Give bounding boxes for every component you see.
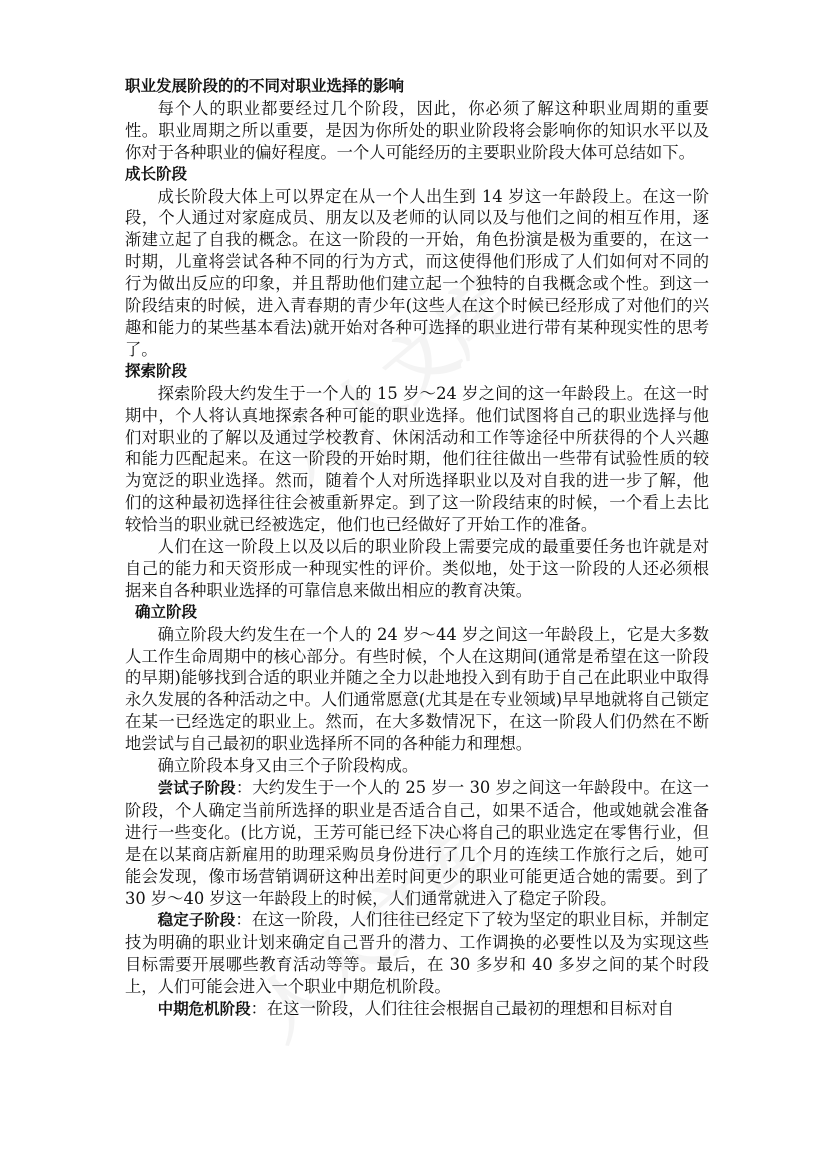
document-body bbox=[125, 76, 709, 1021]
explore-paragraph-2: 人们在这一阶段上以及以后的职业阶段上需要完成的最重要任务也许就是对自己的能力和天资形成一种现实性的评价。类似地，处于这一阶段的人还必须根据来自各种职业选择的可靠信息来做出相应的教育决策。 bbox=[125, 537, 709, 600]
stable-substage-paragraph bbox=[125, 909, 709, 998]
explore-paragraph-1: 探索阶段大约发生于一个人的 15 岁～24 岁之间的这一年龄段上。在这一时期中，个人将认真地探索各种可能的职业选择。他们试图将自己的职业选择与他们对职业的了解以及通过学校教育、休闲活动和工作等途径中所获得的个人兴趣和能力匹配起来。在这一阶段的开始时期，他们往往做出一些带有试验性质的较为宽泛的职业选择。然而，随着个人对所选择职业以及对自我的进一步了解，他们的这种最初选择往往会被重新界定。到了这一阶段结束的时候，一个看上去比较恰当的职业就已经被选定，他们也已经做好了开始工作的准备。 bbox=[125, 383, 709, 535]
establish-paragraph-1: 确立阶段大约发生在一个人的 24 岁～44 岁之间这一年龄段上，它是大多数人工作生命周期中的核心部分。有些时候，个人在这期间(通常是希望在这一阶段的早期)能够找到合适的职业并随之全力以赴地投入到有助于自己在此职业中取得永久发展的各种活动之中。人们通常愿意(尤其是在专业领域)早早地就将自己锁定在某一已经选定的职业上。然而，在大多数情况下，在这一阶段人们仍然在不断地尝试与自己最初的职业选择所不同的各种能力和理想。 bbox=[125, 624, 709, 754]
crisis-substage-label: 中期危机阶段 bbox=[157, 1000, 251, 1019]
trial-substage-label: 尝试子阶段 bbox=[157, 779, 236, 797]
stable-substage-text: ：在这一阶段，人们往往已经定下了较为坚定的职业目标，并制定技为明确的职业计划来确定自己晋升的潜力、工作调换的必要性以及为实现这些目标需要开展哪些教育活动等等。最后，在 30 多岁和 40 多岁之间的某个时段上，人们可能会进入一个职业中期危机阶段。 bbox=[125, 910, 709, 997]
growth-paragraph: 成长阶段大体上可以界定在从一个人出生到 14 岁这一年龄段上。在这一阶段，个人通过对家庭成员、朋友以及老师的认同以及与他们之间的相互作用，逐渐建立起了自我的概念。在这一阶段的一开始，角色扮演是极为重要的，在这一时期，儿童将尝试各种不同的行为方式，而这使得他们形成了人们如何对不同的行为做出反应的印象，并且帮助他们建立起一个独特的自我概念或个性。到这一阶段结束的时候，进入青春期的青少年(这些人在这个时候已经形成了对他们的兴趣和能力的某些基本看法)就开始对各种可选择的职业进行带有某种现实性的思考了。 bbox=[125, 186, 709, 359]
trial-substage-text: ：大约发生于一个人的 25 岁一 30 岁之间这一年龄段中。在这一阶段，个人确定当前所选择的职业是否适合自己，如果不适合，他或她就会准备进行一些变化。(比方说，王芳可能已经下决心将自己的职业选定在零售行业，但是在以某商店新雇用的助理采购员身份进行了几个月的连续工作旅行之后，她可能会发现，像市场营销调研这种出差时间更少的职业可能更适合她的需要。到了 30 岁～40 岁这一年龄段上的时候，人们通常就进入了稳定子阶段。 bbox=[125, 778, 709, 908]
section-heading-explore: 探索阶段 bbox=[125, 361, 188, 380]
section-heading-establish: 确立阶段 bbox=[135, 602, 198, 621]
trial-substage-paragraph bbox=[125, 777, 709, 909]
section-heading-growth: 成长阶段 bbox=[125, 164, 188, 183]
intro-paragraph: 每个人的职业都要经过几个阶段，因此，你必须了解这种职业周期的重要性。职业周期之所以重要，是因为你所处的职业阶段将会影响你的知识水平以及你对于各种职业的偏好程度。一个人可能经历的主要职业阶段大体可总结如下。 bbox=[125, 98, 709, 162]
document-title: 职业发展阶段的的不同对职业选择的影响 bbox=[125, 77, 405, 95]
crisis-substage-text: ：在这一阶段，人们往往会根据自己最初的理想和目标对自 bbox=[250, 999, 674, 1019]
establish-paragraph-2: 确立阶段本身又由三个子阶段构成。 bbox=[157, 756, 419, 776]
stable-substage-label: 稳定子阶段 bbox=[157, 911, 236, 930]
crisis-substage-paragraph bbox=[125, 998, 709, 1021]
